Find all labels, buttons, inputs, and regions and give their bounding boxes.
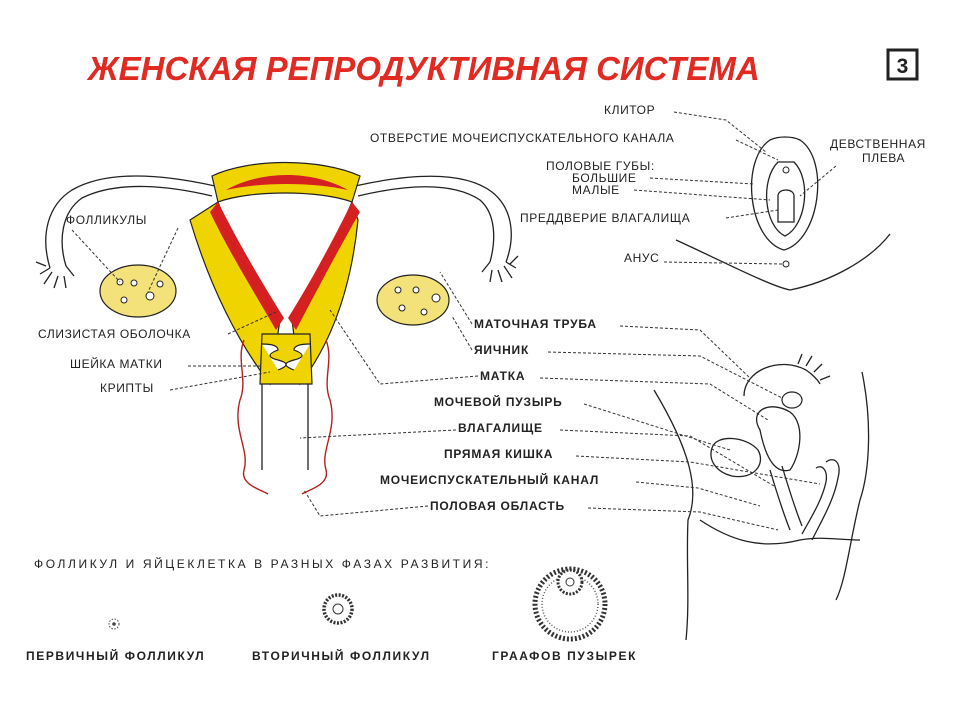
- ovary-sagittal: [782, 392, 802, 408]
- leader-tube: [620, 326, 750, 378]
- label-ovary: ЯИЧНИК: [474, 343, 530, 357]
- label-labia-major: БОЛЬШИЕ: [572, 171, 637, 185]
- label-tube: МАТОЧНАЯ ТРУБА: [474, 317, 597, 331]
- leader-labia-minor: [634, 190, 770, 200]
- bladder-sagittal: [711, 438, 761, 476]
- label-rectum: ПРЯМАЯ КИШКА: [444, 447, 554, 461]
- label-cervix: ШЕЙКА МАТКИ: [70, 357, 163, 371]
- sagittal-section-diagram: [654, 354, 869, 640]
- label-urethra: МОЧЕИСПУСКАТЕЛЬНЫЙ КАНАЛ: [380, 473, 600, 487]
- leader-genital-area: [588, 508, 778, 530]
- anus-mark: [783, 261, 789, 267]
- thigh-lines: [676, 234, 890, 290]
- label-crypts: КРИПТЫ: [100, 381, 154, 395]
- leader-labia-major: [650, 178, 754, 184]
- page-number: 3: [896, 55, 909, 78]
- label-vagina: ВЛАГАЛИЩЕ: [458, 421, 543, 435]
- page-title: ЖЕНСКАЯ РЕПРОДУКТИВНАЯ СИСТЕМА: [88, 50, 760, 87]
- external-genitalia-diagram: [676, 137, 890, 290]
- right-ovary: [377, 275, 449, 325]
- label-genital-area: ПОЛОВАЯ ОБЛАСТЬ: [430, 499, 565, 513]
- rectum-sagittal: [802, 460, 839, 540]
- leader-genital-left: [304, 490, 428, 516]
- label-anus: АНУС: [624, 251, 660, 265]
- body-contour: [654, 372, 869, 640]
- leader-uterus: [540, 378, 768, 420]
- leader-ovary-left: [452, 316, 472, 350]
- label-clitoris: КЛИТОР: [604, 103, 656, 117]
- primary-follicle-icon: [109, 619, 119, 629]
- cervix: [260, 334, 312, 384]
- leader-bladder: [584, 404, 730, 450]
- label-hymen-line2: ПЛЕВА: [862, 151, 906, 165]
- hymen-opening: [778, 190, 794, 222]
- label-graafian-follicle: ГРААФОВ ПУЗЫРЕК: [492, 649, 638, 663]
- leader-crypts: [170, 372, 270, 390]
- left-ovary: [100, 265, 176, 317]
- right-fimbriae: [482, 256, 518, 282]
- label-labia-minor: МАЛЫЕ: [572, 183, 620, 197]
- label-bladder: МОЧЕВОЙ ПУЗЫРЬ: [434, 395, 563, 409]
- secondary-follicle-icon: [324, 595, 352, 623]
- page-number-badge: [888, 50, 917, 79]
- label-mucosa: СЛИЗИСТАЯ ОБОЛОЧКА: [38, 327, 191, 341]
- vaginal-canal: [262, 384, 308, 470]
- label-vestibule: ПРЕДДВЕРИЕ ВЛАГАЛИЩА: [520, 211, 691, 225]
- label-labia: ПОЛОВЫЕ ГУБЫ:: [546, 159, 655, 173]
- left-fimbriae: [36, 262, 74, 288]
- label-primary-follicle: ПЕРВИЧНЫЙ ФОЛЛИКУЛ: [26, 649, 206, 663]
- label-follicles: ФОЛЛИКУЛЫ: [66, 213, 147, 227]
- fallopian-tube-sagittal: [744, 364, 820, 396]
- label-secondary-follicle: ВТОРИЧНЫЙ ФОЛЛИКУЛ: [252, 649, 431, 663]
- label-hymen-line1: ДЕВСТВЕННАЯ: [830, 137, 926, 151]
- leader-clitoris: [674, 112, 766, 152]
- pelvic-floor: [700, 520, 860, 544]
- vulva-outer: [752, 137, 818, 250]
- label-uterus: МАТКА: [480, 369, 526, 383]
- right-fallopian-tube: [355, 176, 511, 262]
- leader-vagina-left: [300, 430, 456, 438]
- label-urethral-opening: ОТВЕРСТИЕ МОЧЕИСПУСКАТЕЛЬНОГО КАНАЛА: [370, 131, 675, 145]
- leader-urethra: [636, 482, 760, 506]
- graafian-follicle-icon: [535, 569, 605, 639]
- phases-heading: ФОЛЛИКУЛ И ЯЙЦЕКЛЕТКА В РАЗНЫХ ФАЗАХ РАЗВИТИЯ:: [34, 557, 492, 571]
- clitoris-mark: [783, 167, 789, 173]
- vagina-sagittal: [770, 466, 802, 530]
